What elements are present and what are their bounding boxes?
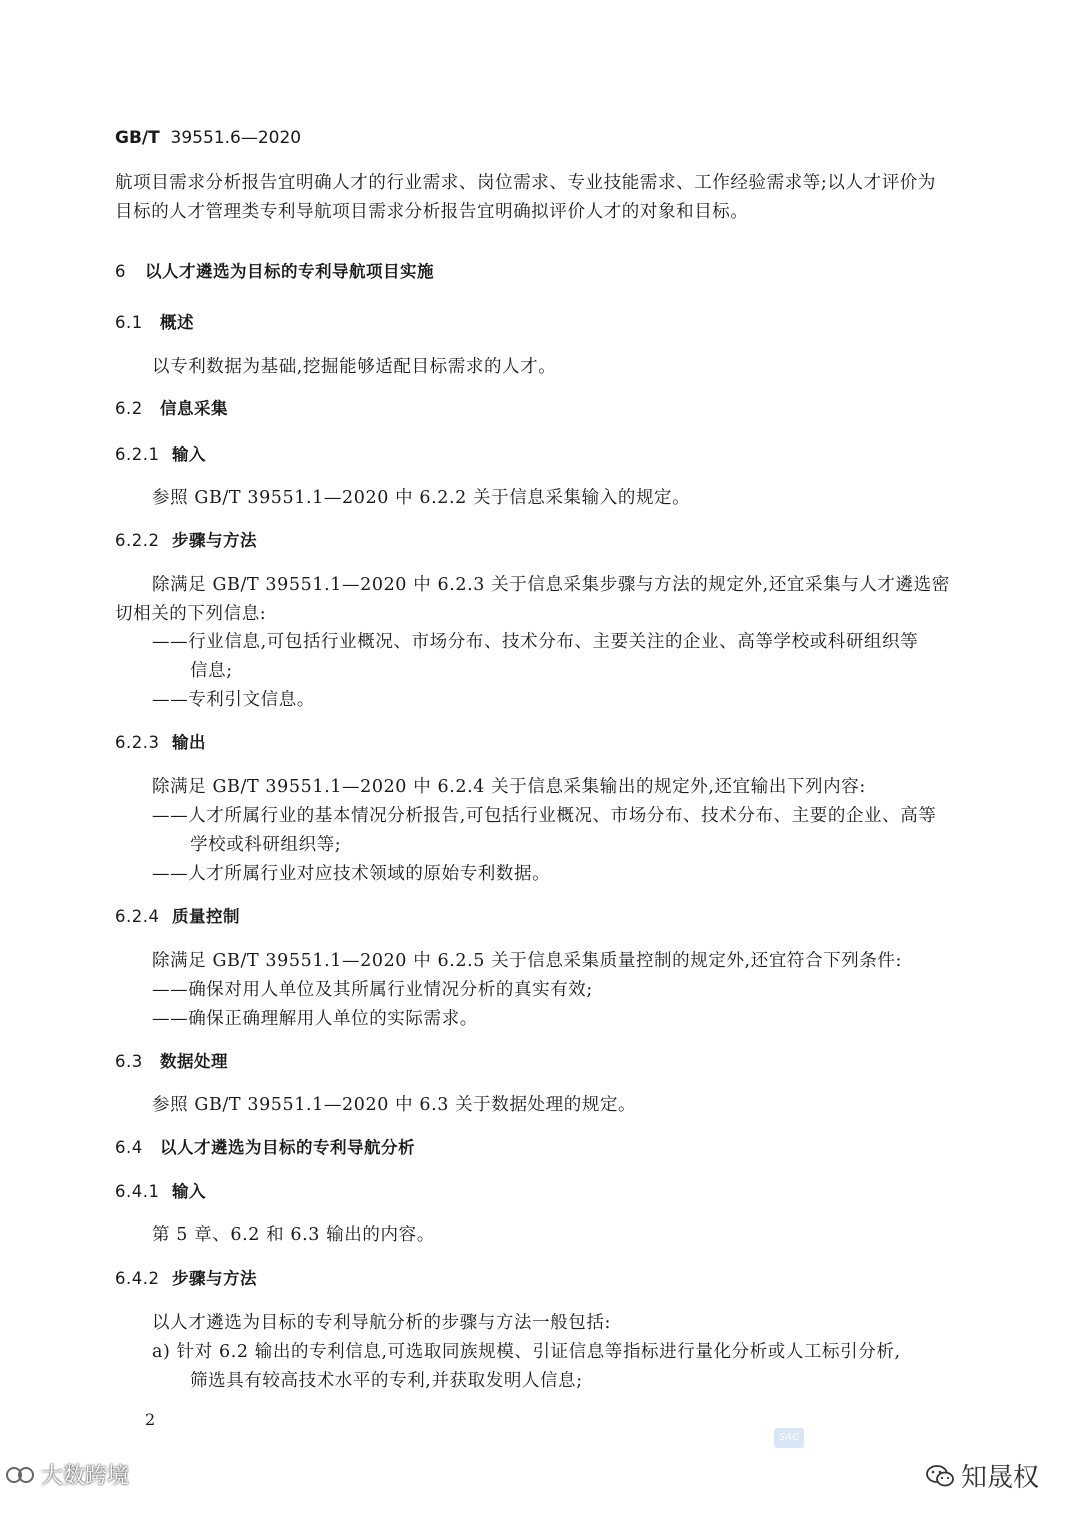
section-title: 信息采集	[160, 399, 228, 418]
section-title: 输入	[172, 445, 206, 464]
paragraph-line: ——确保对用人单位及其所属行业情况分析的真实有效;	[152, 980, 593, 1000]
section-number: 6.2.1	[115, 445, 160, 464]
section-heading	[115, 729, 206, 753]
section-title: 以人才遴选为目标的专利导航分析	[160, 1138, 415, 1157]
paragraph-line: 除满足 GB/T 39551.1—2020 中 6.2.3 关于信息采集步骤与方法的规定外,还宜采集与人才遴选密	[152, 575, 950, 595]
section-heading	[115, 309, 194, 333]
section-heading	[115, 1048, 228, 1072]
paragraph-line: ——人才所属行业的基本情况分析报告,可包括行业概况、市场分布、技术分布、主要的企业、高等	[152, 806, 937, 826]
paragraph-line: 参照 GB/T 39551.1—2020 中 6.2.2 关于信息采集输入的规定。	[152, 488, 691, 508]
standard-number	[115, 128, 301, 148]
watermark-left-text: 大数跨境	[41, 1464, 130, 1489]
section-number: 6.2.4	[115, 907, 160, 926]
watermark-left	[5, 1459, 129, 1490]
section-number: 6.4.2	[115, 1269, 160, 1288]
section-heading	[115, 903, 240, 927]
section-heading	[115, 1178, 206, 1202]
section-title: 步骤与方法	[172, 1269, 257, 1288]
section-number: 6.2.3	[115, 733, 160, 752]
paragraph-line: 参照 GB/T 39551.1—2020 中 6.3 关于数据处理的规定。	[152, 1095, 637, 1115]
paragraph-line: 筛选具有较高技术水平的专利,并获取发明人信息;	[190, 1371, 583, 1391]
section-number: 6.1	[115, 313, 143, 332]
section-heading	[115, 395, 228, 419]
paragraph-line: ——人才所属行业对应技术领域的原始专利数据。	[152, 864, 551, 884]
section-heading	[115, 441, 206, 465]
section-title: 概述	[160, 313, 194, 332]
paragraph-line: 学校或科研组织等;	[190, 835, 342, 855]
paragraph-line: a) 针对 6.2 输出的专利信息,可选取同族规模、引证信息等指标进行量化分析或人工标引分析,	[152, 1342, 901, 1362]
section-number: 6.2	[115, 399, 143, 418]
paragraph-line: 第 5 章、6.2 和 6.3 输出的内容。	[152, 1225, 435, 1245]
section-number: 6.2.2	[115, 531, 160, 550]
paragraph-line: 切相关的下列信息:	[115, 604, 267, 624]
section-number: 6	[115, 262, 126, 281]
section-title: 输出	[172, 733, 206, 752]
section-number: 6.3	[115, 1052, 143, 1071]
watermark-logo-icon	[5, 1462, 37, 1488]
paragraph-line: 除满足 GB/T 39551.1—2020 中 6.2.4 关于信息采集输出的规定外,还宜输出下列内容:	[152, 777, 866, 797]
watermark-right-text: 知晟权	[961, 1463, 1040, 1493]
section-heading	[115, 1134, 415, 1158]
paragraph-line: 除满足 GB/T 39551.1—2020 中 6.2.5 关于信息采集质量控制的规定外,还宜符合下列条件:	[152, 951, 903, 971]
paragraph-line: ——确保正确理解用人单位的实际需求。	[152, 1009, 478, 1029]
section-title: 步骤与方法	[172, 531, 257, 550]
standard-prefix: GB/T	[115, 128, 160, 148]
section-heading	[115, 1265, 257, 1289]
section-title: 输入	[172, 1182, 206, 1201]
paragraph-line: ——专利引文信息。	[152, 690, 315, 710]
section-number: 6.4	[115, 1138, 143, 1157]
section-title: 质量控制	[172, 907, 240, 926]
section-heading	[115, 258, 434, 282]
sac-stamp: SAC	[774, 1428, 804, 1448]
paragraph-line: 以专利数据为基础,挖掘能够适配目标需求的人才。	[152, 357, 557, 377]
page-number: 2	[145, 1410, 156, 1429]
section-heading	[115, 527, 257, 551]
paragraph-line: 目标的人才管理类专利导航项目需求分析报告宜明确拟评价人才的对象和目标。	[115, 202, 749, 222]
standard-code: 39551.6—2020	[170, 128, 302, 148]
paragraph-line: ——行业信息,可包括行业概况、市场分布、技术分布、主要关注的企业、高等学校或科研组织等	[152, 632, 919, 652]
watermark-right	[925, 1457, 1039, 1494]
paragraph-line: 信息;	[190, 661, 233, 681]
wechat-icon	[925, 1463, 955, 1489]
paragraph-line: 航项目需求分析报告宜明确人才的行业需求、岗位需求、专业技能需求、工作经验需求等;以人才评价为	[115, 173, 936, 193]
section-title: 数据处理	[160, 1052, 228, 1071]
paragraph-line: 以人才遴选为目标的专利导航分析的步骤与方法一般包括:	[152, 1313, 611, 1333]
section-title: 以人才遴选为目标的专利导航项目实施	[145, 262, 434, 281]
section-number: 6.4.1	[115, 1182, 160, 1201]
